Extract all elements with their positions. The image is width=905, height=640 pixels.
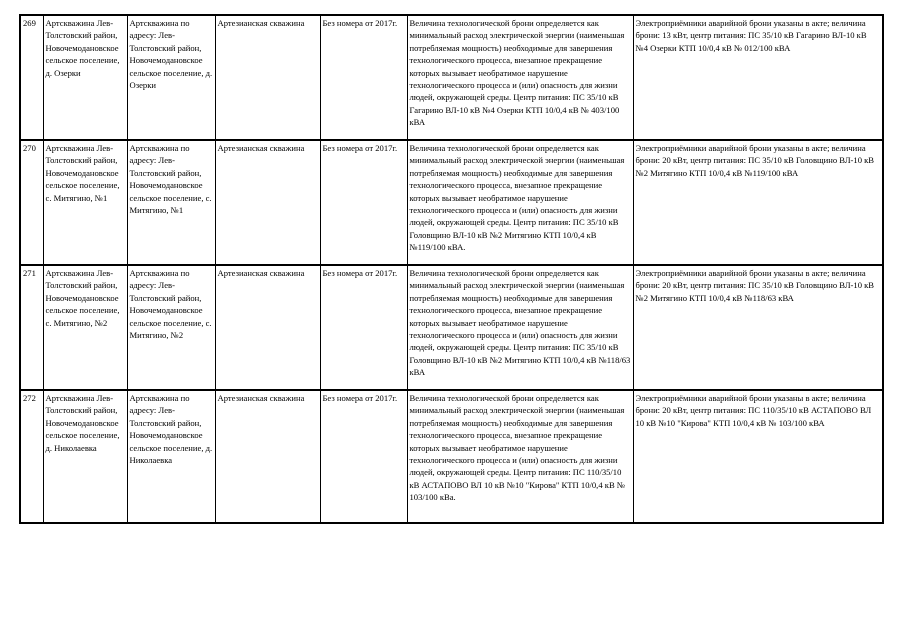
address-cell: Артскважина по адресу: Лев-Толстовский район, Новочемодановское сельское поселение, д. Озерки [127, 15, 215, 140]
table-row [20, 140, 883, 265]
description-cell: Величина технологической брони определяется как минимальный расход электрической энергии (наименьшая потребляемая мощность) необходимые для завершения технологического процесса, внезапное прекращение которых вызывает необратимое нарушение технологического процесса и (или) опасность для жизни людей, окружающей среды. Центр питания: ПС 35/10 кВ Головщино ВЛ-10 кВ №2 Митягино КТП 10/0,4 кВ №119/100 кВА. [407, 140, 633, 265]
address-cell: Артскважина по адресу: Лев-Толстовский район, Новочемодановское сельское поселение, д. Николаевка [127, 390, 215, 523]
document-cell: Без номера от 2017г. [320, 140, 407, 265]
address-cell: Артскважина по адресу: Лев-Толстовский район, Новочемодановское сельское поселение, с. Митягино, №1 [127, 140, 215, 265]
object-name-cell: Артскважина Лев-Толстовский район, Новочемодановское сельское поселение, с. Митягино, №2 [43, 265, 127, 390]
description-cell: Величина технологической брони определяется как минимальный расход электрической энергии (наименьшая потребляемая мощность) необходимые для завершения технологического процесса, внезапное прекращение которых вызывает необратимое нарушение технологического процесса и (или) опасность для жизни людей, окружающей среды. Центр питания: ПС 35/10 кВ Гагарино ВЛ-10 кВ №4 Озерки КТП 10/0,4 кВ № 403/100 кВА [407, 15, 633, 140]
description-cell: Величина технологической брони определяется как минимальный расход электрической энергии (наименьшая потребляемая мощность) необходимые для завершения технологического процесса, внезапное прекращение которых вызывает необратимое нарушение технологического процесса и (или) опасность для жизни людей, окружающей среды. Центр питания: ПС 110/35/10 кВ АСТАПОВО ВЛ 10 кВ №10 "Кирова" КТП 10/0,4 кВ № 103/100 кВа. [407, 390, 633, 523]
document-cell: Без номера от 2017г. [320, 265, 407, 390]
row-number: 269 [20, 15, 43, 140]
note-cell: Электроприёмники аварийной брони указаны в акте; величина брони: 20 кВт, центр питания: ПС 110/35/10 кВ АСТАПОВО ВЛ 10 кВ №10 "Кирова" КТП 10/0,4 кВ № 103/100 кВА [633, 390, 883, 523]
table-row [20, 15, 883, 140]
emergency-reserve-table [19, 14, 884, 524]
object-type-cell: Артезианская скважина [215, 390, 320, 523]
note-cell: Электроприёмники аварийной брони указаны в акте; величина брони: 20 кВт, центр питания: ПС 35/10 кВ Головщино ВЛ-10 кВ №2 Митягино КТП 10/0,4 кВ №118/63 кВА [633, 265, 883, 390]
object-type-cell: Артезианская скважина [215, 15, 320, 140]
table-row [20, 265, 883, 390]
row-number: 270 [20, 140, 43, 265]
object-type-cell: Артезианская скважина [215, 140, 320, 265]
object-name-cell: Артскважина Лев-Толстовский район, Новочемодановское сельское поселение, д. Озерки [43, 15, 127, 140]
note-cell: Электроприёмники аварийной брони указаны в акте; величина брони: 20 кВт, центр питания: ПС 35/10 кВ Головщино ВЛ-10 кВ №2 Митягино КТП 10/0,4 кВ №119/100 кВА [633, 140, 883, 265]
table-row [20, 390, 883, 523]
row-number: 272 [20, 390, 43, 523]
object-name-cell: Артскважина Лев-Толстовский район, Новочемодановское сельское поселение, д. Николаевка [43, 390, 127, 523]
object-type-cell: Артезианская скважина [215, 265, 320, 390]
document-cell: Без номера от 2017г. [320, 390, 407, 523]
description-cell: Величина технологической брони определяется как минимальный расход электрической энергии (наименьшая потребляемая мощность) необходимые для завершения технологического процесса, внезапное прекращение которых вызывает необратимое нарушение технологического процесса и (или) опасность для жизни людей, окружающей среды. Центр питания: ПС 35/10 кВ Головщино ВЛ-10 кВ №2 Митягино КТП 10/0,4 кВ №118/63 кВА [407, 265, 633, 390]
document-cell: Без номера от 2017г. [320, 15, 407, 140]
object-name-cell: Артскважина Лев-Толстовский район, Новочемодановское сельское поселение, с. Митягино, №1 [43, 140, 127, 265]
address-cell: Артскважина по адресу: Лев-Толстовский район, Новочемодановское сельское поселение, с. Митягино, №2 [127, 265, 215, 390]
row-number: 271 [20, 265, 43, 390]
note-cell: Электроприёмники аварийной брони указаны в акте; величина брони: 13 кВт, центр питания: ПС 35/10 кВ Гагарино ВЛ-10 кВ №4 Озерки КТП 10/0,4 кВ № 012/100 кВА [633, 15, 883, 140]
